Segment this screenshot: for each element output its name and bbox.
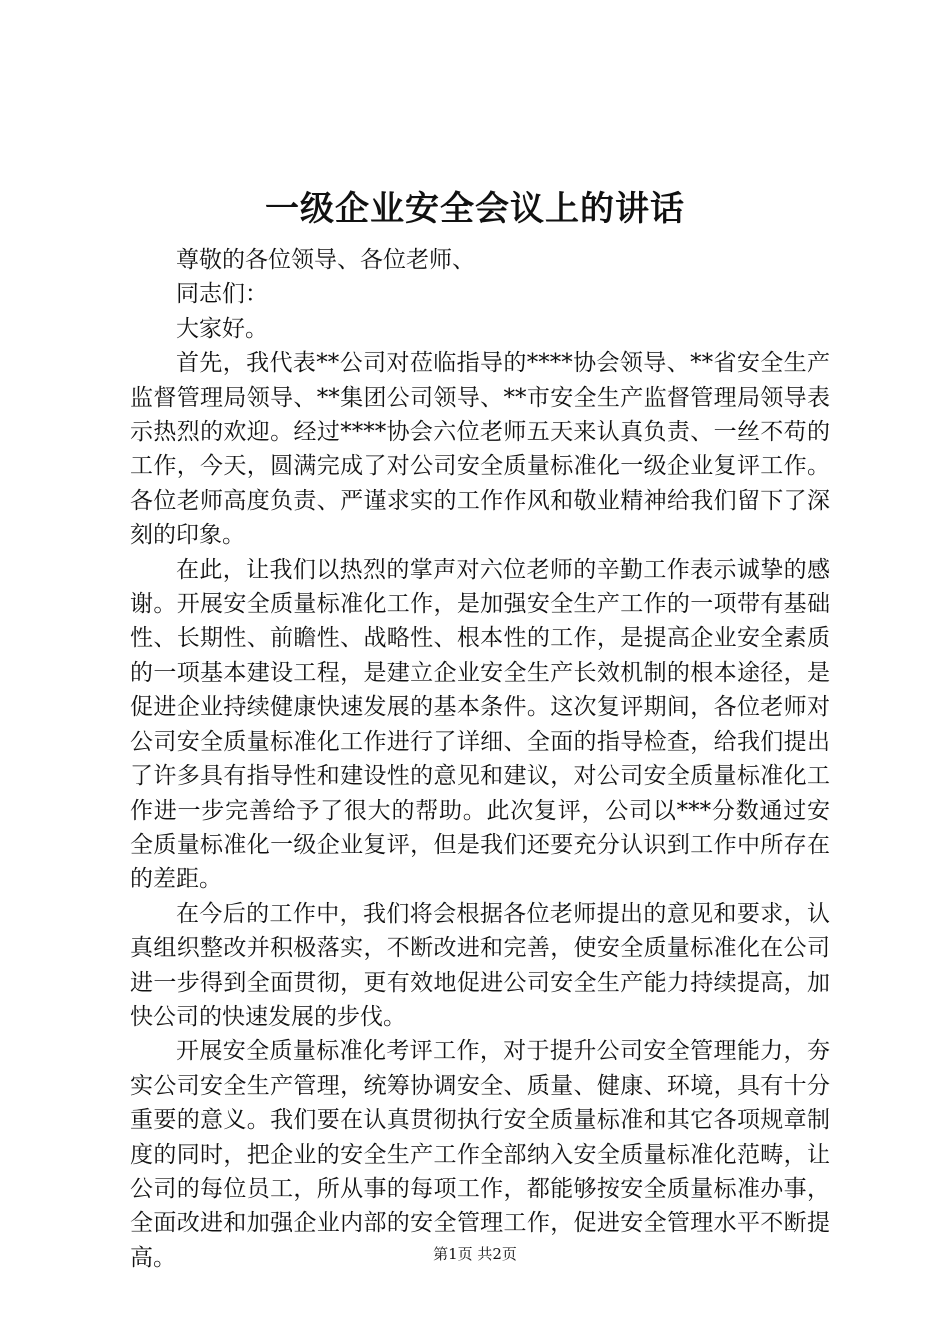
document-title: 一级企业安全会议上的讲话 [265, 189, 685, 229]
greeting-line: 大家好。 [176, 315, 268, 342]
salutation-line: 尊敬的各位领导、各位老师、 [176, 247, 475, 273]
body-paragraph: 开展安全质量标准化考评工作，对于提升公司安全管理能力，夯实公司安全生产管理，统筹协调安全、质量、健康、环境，具有十分重要的意义。我们要在认真贯彻执行安全质量标准和其它各项规章制度的同时，把企业的安全生产工作全部纳入安全质量标准化范畴，让公司的每位员工，所从事的每项工作，都能够按安全质量标准办事，全面改进和加强企业内部的安全管理工作，促进安全管理水平不断提高。 [130, 1038, 830, 1271]
page-number-footer: 第1页 共2页 [433, 1245, 517, 1263]
body-paragraph: 在今后的工作中，我们将会根据各位老师提出的意见和要求，认真组织整改并积极落实，不断改进和完善，使安全质量标准化在公司进一步得到全面贯彻，更有效地促进公司安全生产能力持续提高，加快公司的快速发展的步伐。 [130, 900, 830, 1030]
body-paragraph: 在此，让我们以热烈的掌声对六位老师的辛勤工作表示诚挚的感谢。开展安全质量标准化工作，是加强安全生产工作的一项带有基础性、长期性、前瞻性、战略性、根本性的工作，是提高企业安全素质的一项基本建设工程，是建立企业安全生产长效机制的根本途径，是促进企业持续健康快速发展的基本条件。这次复评期间，各位老师对公司安全质量标准化工作进行了详细、全面的指导检查，给我们提出了许多具有指导性和建设性的意见和建议，对公司安全质量标准化工作进一步完善给予了很大的帮助。此次复评，公司以***分数通过安全质量标准化一级企业复评，但是我们还要充分认识到工作中所存在的差距。 [130, 556, 830, 893]
body-paragraph: 首先，我代表**公司对莅临指导的****协会领导、**省安全生产监督管理局领导、**集团公司领导、**市安全生产监督管理局领导表示热烈的欢迎。经过****协会六位老师五天来认真负责、一丝不苟的工作，今天，圆满完成了对公司安全质量标准化一级企业复评工作。各位老师高度负责、严谨求实的工作作风和敬业精神给我们留下了深刻的印象。 [130, 350, 830, 549]
document-body [130, 243, 830, 1275]
salutation-line: 同志们： [176, 281, 268, 308]
